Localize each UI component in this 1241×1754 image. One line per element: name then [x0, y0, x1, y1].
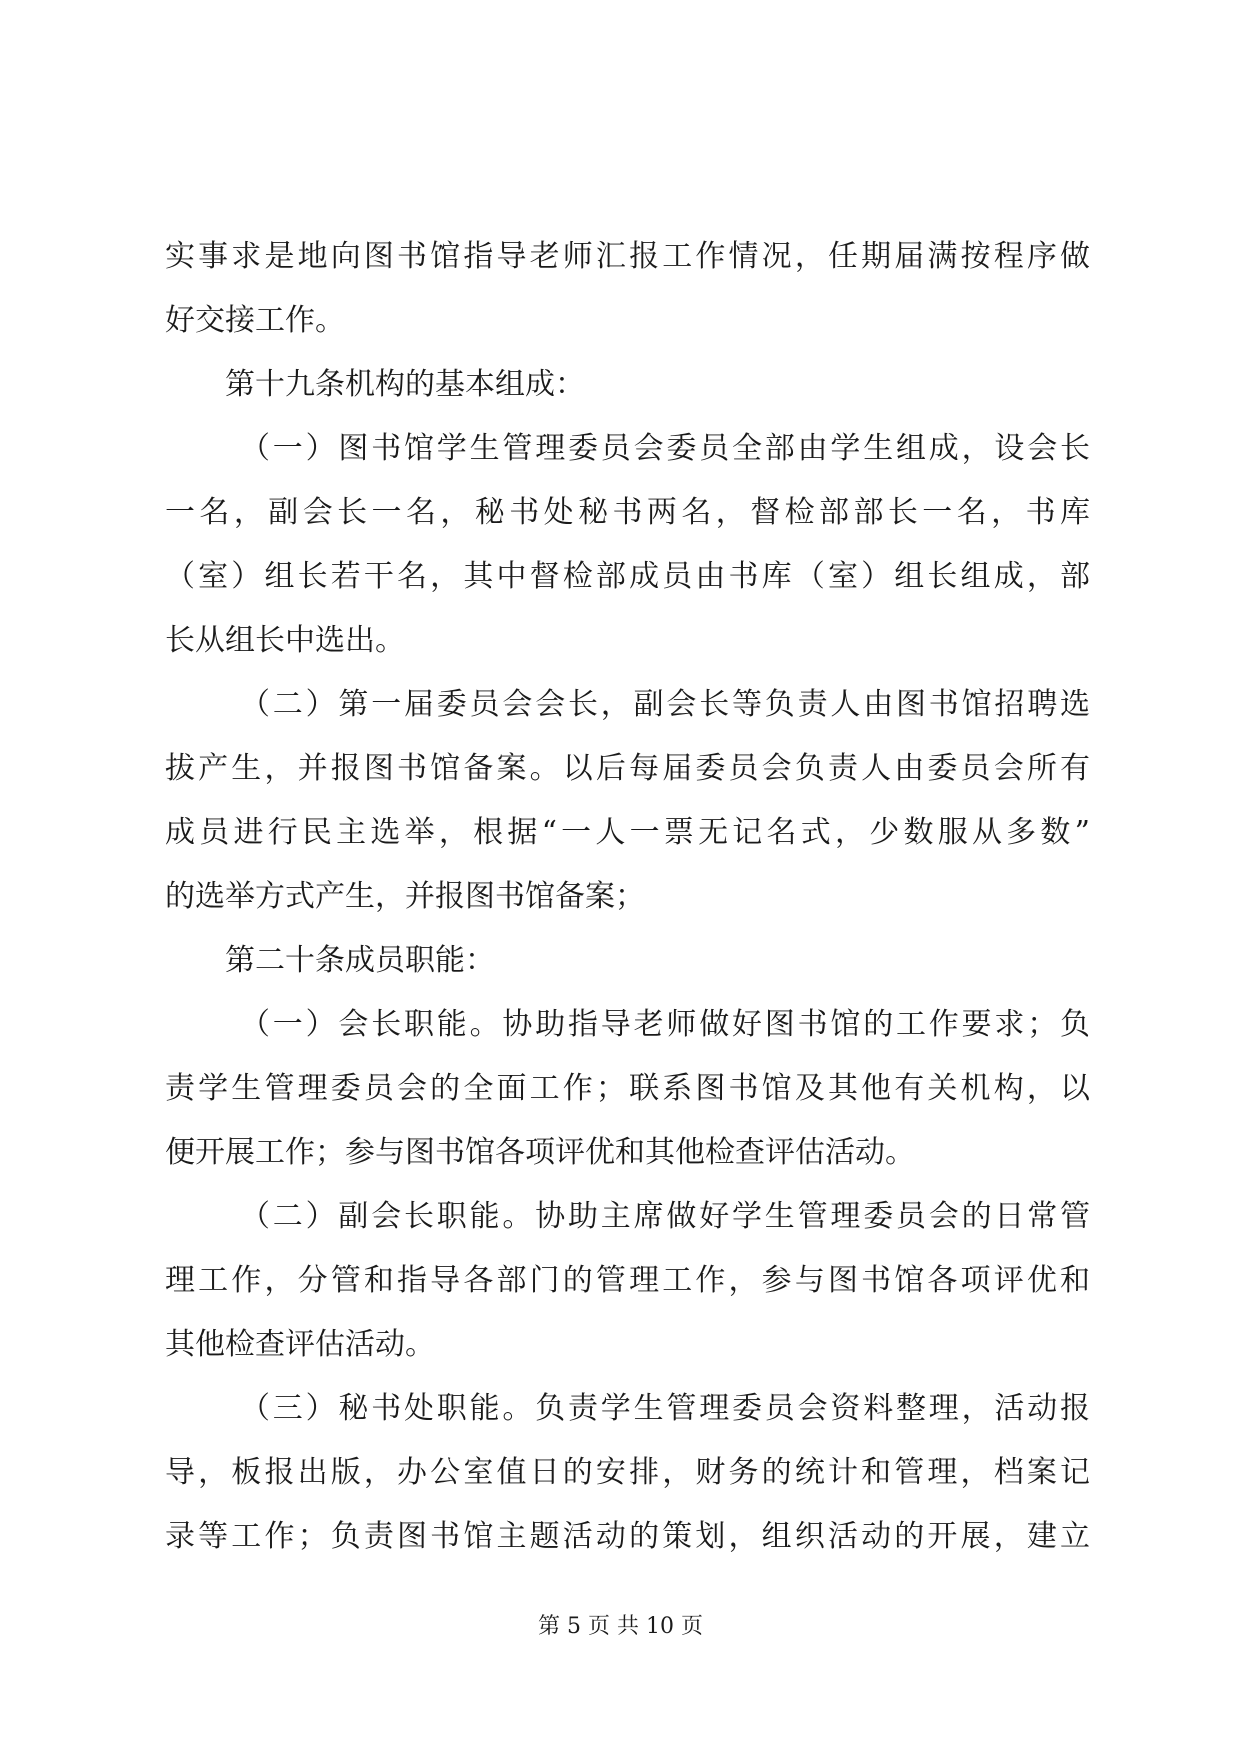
- body-line: （二）第一届委员会会长，副会长等负责人由图书馆招聘选: [240, 687, 1090, 722]
- body-line: （二）副会长职能。协助主席做好学生管理委员会的日常管: [240, 1199, 1090, 1234]
- body-line: 好交接工作。: [165, 303, 345, 338]
- body-line: 一名，副会长一名，秘书处秘书两名，督检部部长一名，书库: [165, 495, 1090, 530]
- body-line: 实事求是地向图书馆指导老师汇报工作情况，任期届满按程序做: [165, 239, 1090, 274]
- body-line: （三）秘书处职能。负责学生管理委员会资料整理，活动报: [240, 1391, 1090, 1426]
- body-line: 便开展工作；参与图书馆各项评优和其他检查评估活动。: [165, 1135, 915, 1170]
- body-line: 拔产生，并报图书馆备案。以后每届委员会负责人由委员会所有: [165, 751, 1090, 786]
- body-line: （室）组长若干名，其中督检部成员由书库（室）组长组成，部: [165, 559, 1090, 594]
- body-line: 导，板报出版，办公室值日的安排，财务的统计和管理，档案记: [165, 1455, 1090, 1490]
- body-line: 责学生管理委员会的全面工作；联系图书馆及其他有关机构，以: [165, 1071, 1090, 1106]
- page-number-footer: 第 5 页 共 10 页: [538, 1614, 703, 1639]
- article-heading: 第二十条成员职能：: [225, 943, 495, 978]
- body-line: 理工作，分管和指导各部门的管理工作，参与图书馆各项评优和: [165, 1263, 1090, 1298]
- body-line: 其他检查评估活动。: [165, 1327, 435, 1362]
- body-line: （一）图书馆学生管理委员会委员全部由学生组成，设会长: [240, 431, 1090, 466]
- body-line: 录等工作；负责图书馆主题活动的策划，组织活动的开展，建立: [165, 1519, 1090, 1554]
- body-line: 成员进行民主选举，根据“一人一票无记名式，少数服从多数”: [165, 815, 1090, 850]
- body-line: （一）会长职能。协助指导老师做好图书馆的工作要求；负: [240, 1007, 1090, 1042]
- article-heading: 第十九条机构的基本组成：: [225, 367, 585, 402]
- body-line: 的选举方式产生，并报图书馆备案；: [165, 879, 645, 914]
- document-body: [165, 225, 1090, 1569]
- body-line: 长从组长中选出。: [165, 623, 405, 658]
